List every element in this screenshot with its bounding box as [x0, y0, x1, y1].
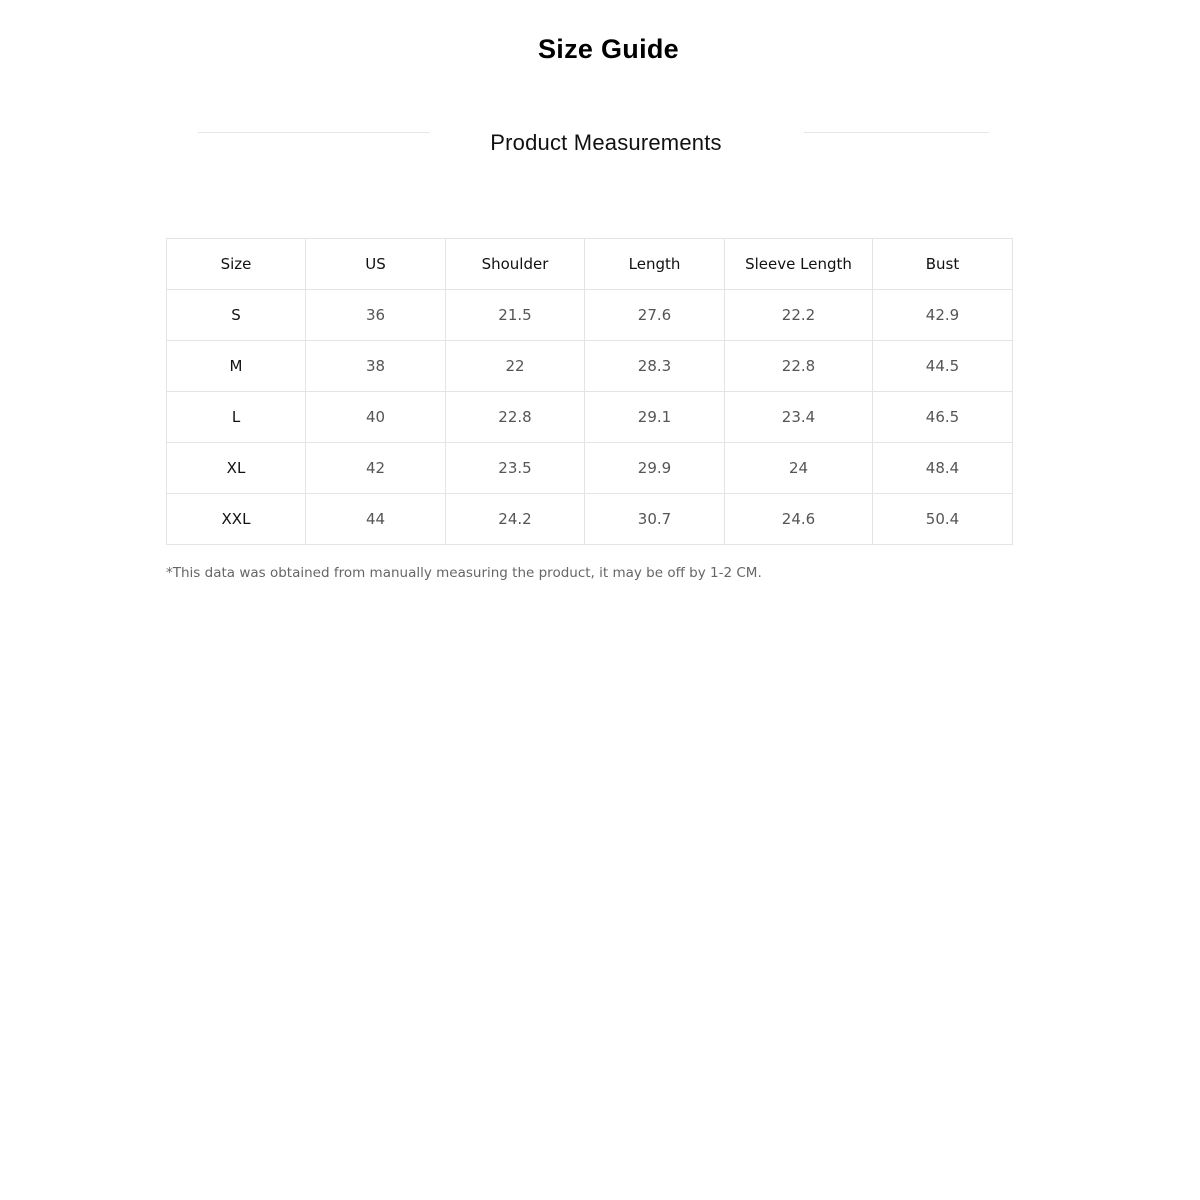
cell-shoulder: 21.5 [446, 290, 585, 341]
page-title: Size Guide [537, 34, 680, 64]
size-table [166, 238, 1013, 545]
cell-bust: 44.5 [873, 341, 1013, 392]
table-row [167, 290, 1013, 341]
cell-sleeve-length: 22.2 [725, 290, 873, 341]
header-size: Size [167, 239, 306, 290]
cell-sleeve-length: 23.4 [725, 392, 873, 443]
cell-size: XXL [167, 494, 306, 545]
cell-size: S [167, 290, 306, 341]
cell-bust: 46.5 [873, 392, 1013, 443]
cell-sleeve-length: 24.6 [725, 494, 873, 545]
table-row [167, 341, 1013, 392]
header-sleeve-length: Sleeve Length [725, 239, 873, 290]
header-bust: Bust [873, 239, 1013, 290]
section-title: Product Measurements [490, 130, 722, 155]
table-header-row [167, 239, 1013, 290]
table-row [167, 443, 1013, 494]
table-row [167, 494, 1013, 545]
cell-length: 29.1 [585, 392, 725, 443]
cell-us: 38 [306, 341, 446, 392]
header-length: Length [585, 239, 725, 290]
section-header [0, 128, 1200, 160]
cell-size: M [167, 341, 306, 392]
cell-us: 42 [306, 443, 446, 494]
cell-us: 44 [306, 494, 446, 545]
cell-us: 36 [306, 290, 446, 341]
cell-length: 27.6 [585, 290, 725, 341]
cell-size: XL [167, 443, 306, 494]
cell-shoulder: 22 [446, 341, 585, 392]
section-divider-right [804, 132, 989, 133]
cell-sleeve-length: 22.8 [725, 341, 873, 392]
cell-size: L [167, 392, 306, 443]
cell-length: 29.9 [585, 443, 725, 494]
cell-bust: 48.4 [873, 443, 1013, 494]
cell-length: 30.7 [585, 494, 725, 545]
header-shoulder: Shoulder [446, 239, 585, 290]
cell-sleeve-length: 24 [725, 443, 873, 494]
measurement-footnote: *This data was obtained from manually measuring the product, it may be off by 1-2 CM. [166, 565, 762, 581]
header-us: US [306, 239, 446, 290]
cell-shoulder: 24.2 [446, 494, 585, 545]
table-row [167, 392, 1013, 443]
cell-shoulder: 22.8 [446, 392, 585, 443]
cell-shoulder: 23.5 [446, 443, 585, 494]
cell-bust: 42.9 [873, 290, 1013, 341]
cell-us: 40 [306, 392, 446, 443]
cell-length: 28.3 [585, 341, 725, 392]
cell-bust: 50.4 [873, 494, 1013, 545]
